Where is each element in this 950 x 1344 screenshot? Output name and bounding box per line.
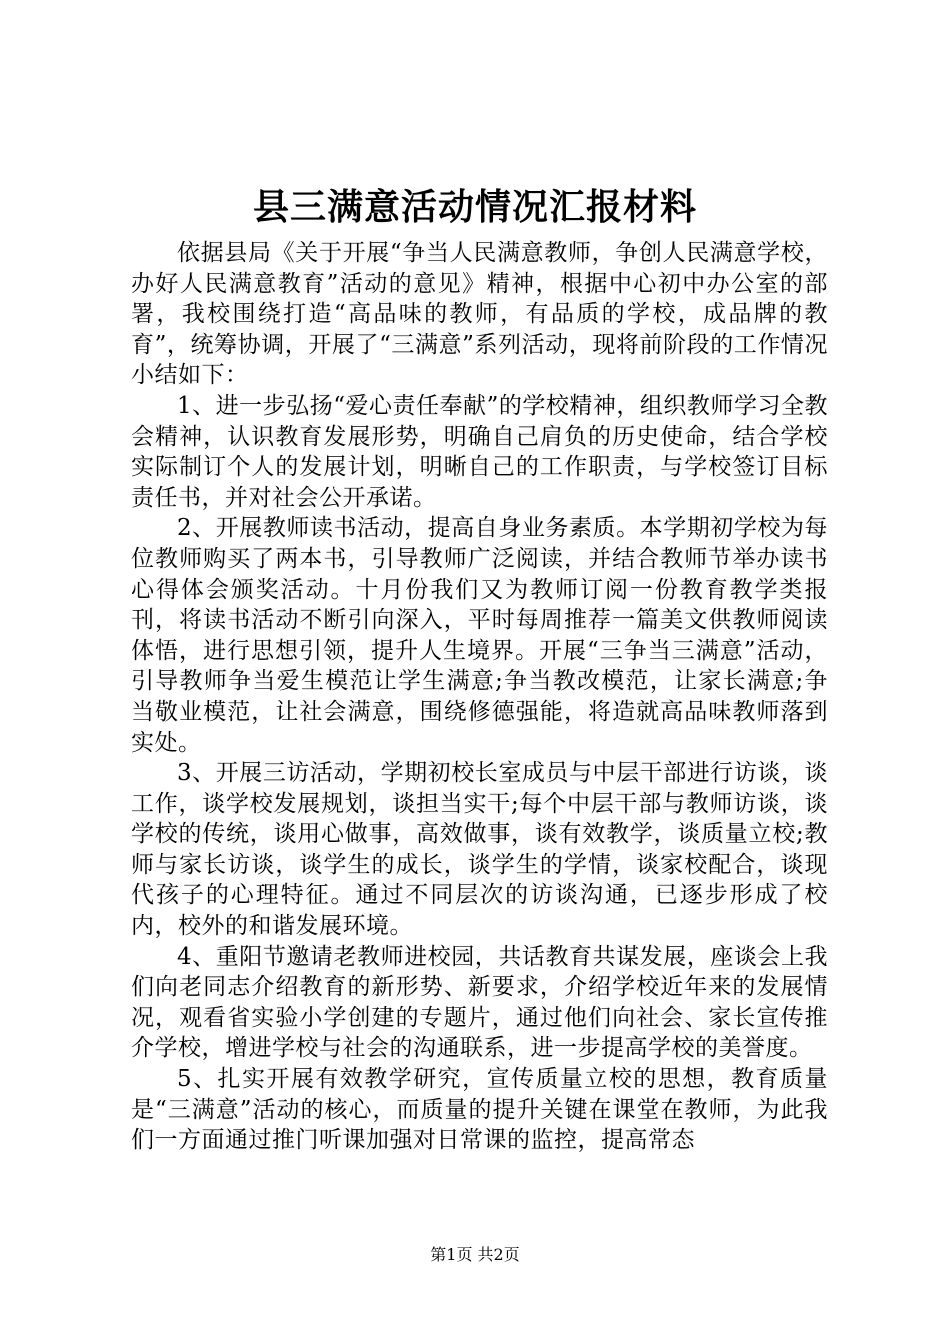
page-footer: 第1页 共2页 <box>430 1245 520 1264</box>
document-body <box>131 238 828 1156</box>
paragraph-1: 1、进一步弘扬“爱心责任奉献”的学校精神，组织教师学习全教会精神，认识教育发展形势，明确自己肩负的历史使命，结合学校实际制订个人的发展计划，明晰自己的工作职责，与学校签订目标责任书，并对社会公开承诺。 <box>131 392 828 511</box>
paragraph-2: 2、开展教师读书活动，提高自身业务素质。本学期初学校为每位教师购买了两本书，引导教师广泛阅读，并结合教师节举办读书心得体会颁奖活动。十月份我们又为教师订阅一份教育教学类报刊，将读书活动不断引向深入，平时每周推荐一篇美文供教师阅读体悟，进行思想引领，提升人生境界。开展“三争当三满意”活动，引导教师争当爱生模范让学生满意;争当教改模范，让家长满意;争当敬业模范，让社会满意，围绕修德强能，将造就高品味教师落到实处。 <box>131 515 828 756</box>
document-title: 县三满意活动情况汇报材料 <box>252 186 697 228</box>
paragraph-3: 3、开展三访活动，学期初校长室成员与中层干部进行访谈，谈工作，谈学校发展规划，谈担当实干;每个中层干部与教师访谈，谈学校的传统，谈用心做事，高效做事，谈有效教学，谈质量立校;教师与家长访谈，谈学生的成长，谈学生的学情，谈家校配合，谈现代孩子的心理特征。通过不同层次的访谈沟通，已逐步形成了校内，校外的和谐发展环境。 <box>131 760 828 940</box>
paragraph-intro: 依据县局《关于开展“争当人民满意教师，争创人民满意学校，办好人民满意教育”活动的意见》精神，根据中心初中办公室的部署，我校围绕打造“高品味的教师，有品质的学校，成品牌的教育”，统筹协调，开展了“三满意”系列活动，现将前阶段的工作情况小结如下： <box>131 240 828 389</box>
paragraph-4: 4、重阳节邀请老教师进校园，共话教育共谋发展，座谈会上我们向老同志介绍教育的新形势、新要求，介绍学校近年来的发展情况，观看省实验小学创建的专题片，通过他们向社会、家长宣传推介学校，增进学校与社会的沟通联系，进一步提高学校的美誉度。 <box>131 943 828 1062</box>
paragraph-5: 5、扎实开展有效教学研究，宣传质量立校的思想，教育质量是“三满意”活动的核心，而质量的提升关键在课堂在教师，为此我们一方面通过推门听课加强对日常课的监控，提高常态 <box>131 1066 828 1154</box>
